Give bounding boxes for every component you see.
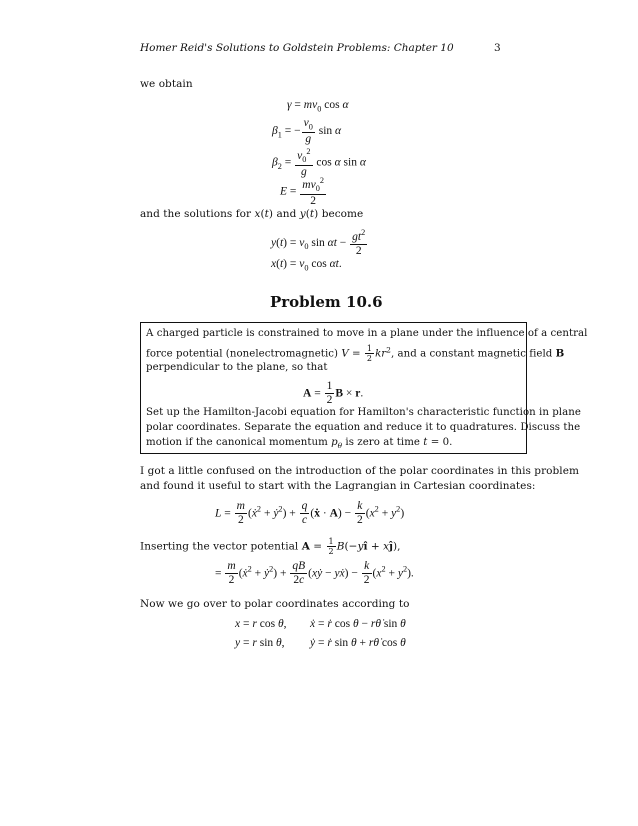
page-number: 3 [494,42,501,54]
running-title: Homer Reid's Solutions to Goldstein Problems: Chapter 10 [140,42,454,54]
para3-text: Now we go over to polar coordinates according to [140,598,410,610]
eq-beta2: $\beta_2$ = $\frac{v_0^2}{g}$ cos α sin α [272,147,366,178]
statement-line-1: A charged particle is constrained to move in a plane under the influence of a central [146,328,588,339]
solutions-text: and the solutions for x(t) and y(t) become [140,208,364,220]
eq-beta1: $\beta_1$ = − $\frac{v_0}{g}$ sin α [272,117,342,145]
statement-line-3: perpendicular to the plane, so that [146,362,328,373]
eq-gamma: $\gamma = mv_0$ cos α [287,99,349,114]
statement-line-5: polar coordinates. Separate the equation and reduce it to quadratures. Discuss the [146,422,581,433]
statement-line-6: motion if the canonical momentum $p_\theta$ is zero at time t = 0. [146,437,453,451]
para1-line2: and found it useful to start with the Lagrangian in Cartesian coordinates: [140,480,536,492]
eq-ydot-polar: ẏ = ṙ sin θ + rθ̇ cos θ [310,637,406,649]
eq-xdot-polar: ẋ = ṙ cos θ − rθ̇ sin θ [310,618,406,630]
eq-x-of-t: $x(t) = v_0$ cos αt. [271,258,342,273]
eq-x-polar: x = r cos θ, [235,618,287,630]
eq-y-of-t: $y(t) = v_0$ sin αt − $\frac{gt^2}{2}$ [271,228,366,258]
statement-line-4: Set up the Hamilton-Jacobi equation for Hamilton's characteristic function in plane [146,407,581,418]
eq-energy: E = $\frac{mv_0^2}{2}$ [280,176,324,207]
eq-lagrangian-expanded: = $\frac{m}{2}$ (ẋ$^2$ + ẏ$^2$) + $\frac{qB}{2c}$ (xẏ − yẋ) − $\frac{k}{2}$ $(x^2 + y^2)$. [215,560,414,587]
we-obtain-text: we obtain [140,78,193,90]
statement-line-2: force potential (nonelectromagnetic) V = $\frac{1}{2}$ $kr^2$, and a constant magnetic field B [146,344,565,364]
para2-text: Inserting the vector potential A = $\frac{1}{2}$ B(−yî + xĵ), [140,537,401,557]
para1-line1: I got a little confused on the introduction of the polar coordinates in this problem [140,465,579,477]
eq-lagrangian: L = $\frac{m}{2}$ (ẋ$^2$ + ẏ$^2$) + $\frac{q}{c}$ (ẋ · A) − $\frac{k}{2}$ $(x^2 + y^2)$ [215,500,405,527]
eq-vector-potential: A = $\frac{1}{2}$ B × r. [303,380,364,407]
eq-y-polar: y = r sin θ, [235,637,285,649]
problem-title: Problem 10.6 [270,293,383,311]
